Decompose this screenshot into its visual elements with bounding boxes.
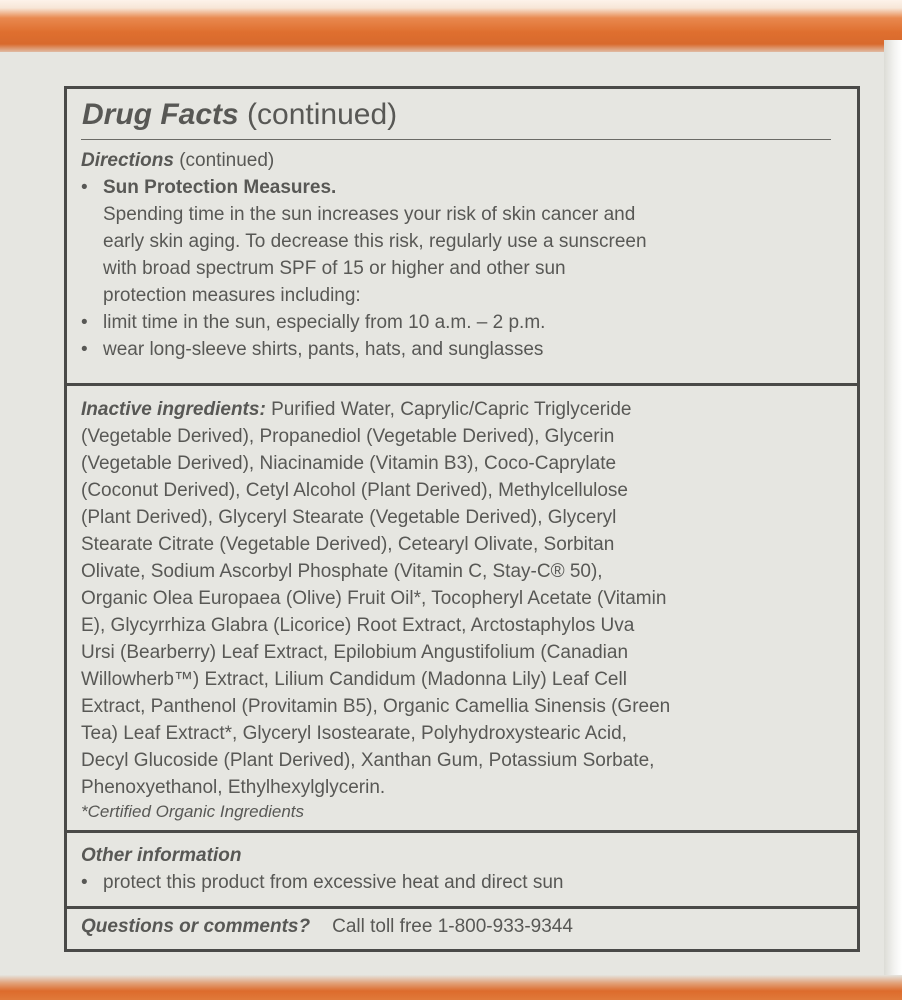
drug-facts-title: Drug Facts (continued) (82, 98, 398, 131)
ingredient-line: Willowherb™) Extract, Lilium Candidum (Madonna Lily) Leaf Cell (81, 669, 627, 690)
ingredient-line: (Vegetable Derived), Niacinamide (Vitamin B3), Coco-Caprylate (81, 453, 617, 474)
other-information-heading: Other information (81, 845, 242, 866)
section-divider (67, 383, 857, 386)
questions-section (81, 913, 847, 940)
drug-facts-box (64, 86, 860, 952)
directions-section (81, 147, 847, 363)
ingredient-line: Organic Olea Europaea (Olive) Fruit Oil*, Tocopheryl Acetate (Vitamin (81, 588, 667, 609)
directions-paragraph-line: with broad spectrum SPF of 15 or higher and other sun (103, 258, 566, 279)
bullet: • (81, 872, 88, 893)
ingredient-line: Decyl Glucoside (Plant Derived), Xanthan Gum, Potassium Sorbate, (81, 750, 655, 771)
bullet: • (81, 177, 88, 198)
ingredient-line: Stearate Citrate (Vegetable Derived), Cetearyl Olivate, Sorbitan (81, 534, 615, 555)
sun-protection-heading: Sun Protection Measures. (103, 177, 337, 198)
organic-footnote: *Certified Organic Ingredients (81, 802, 305, 821)
ingredient-line: Tea) Leaf Extract*, Glyceryl Isostearate, Polyhydroxystearic Acid, (81, 723, 627, 744)
directions-bullet-item: • limit time in the sun, especially from 10 a.m. – 2 p.m. (81, 309, 847, 336)
directions-paragraph-line: protection measures including: (103, 285, 361, 306)
title-divider (81, 139, 831, 140)
ingredient-line: Extract, Panthenol (Provitamin B5), Organic Camellia Sinensis (Green (81, 696, 671, 717)
section-divider (67, 906, 857, 909)
ingredient-line: Phenoxyethanol, Ethylhexylglycerin. (81, 777, 386, 798)
ingredient-line: Olivate, Sodium Ascorbyl Phosphate (Vitamin C, Stay-C® 50), (81, 561, 603, 582)
other-information-bullet: • protect this product from excessive heat and direct sun (81, 869, 847, 896)
inactive-ingredients-section (81, 396, 847, 823)
directions-bullet-item: • wear long-sleeve shirts, pants, hats, and sunglasses (81, 336, 847, 363)
section-divider (67, 830, 857, 833)
other-information-section (81, 842, 847, 896)
ingredient-line: (Coconut Derived), Cetyl Alcohol (Plant Derived), Methylcellulose (81, 480, 629, 501)
toll-free-number: Call toll free 1-800-933-9344 (332, 916, 573, 937)
ingredient-line: Ursi (Bearberry) Leaf Extract, Epilobium Angustifolium (Canadian (81, 642, 629, 663)
ingredient-line: Purified Water, Caprylic/Capric Triglyceride (271, 399, 632, 420)
inactive-ingredients-heading: Inactive ingredients: (81, 399, 266, 420)
package-top-edge (0, 0, 902, 60)
questions-heading: Questions or comments? (81, 916, 311, 937)
directions-paragraph-line: Spending time in the sun increases your risk of skin cancer and (103, 204, 636, 225)
ingredient-line: (Plant Derived), Glyceryl Stearate (Vegetable Derived), Glyceryl (81, 507, 617, 528)
directions-paragraph-line: early skin aging. To decrease this risk, regularly use a sunscreen (103, 231, 647, 252)
bullet: • (81, 312, 88, 333)
ingredient-line: E), Glycyrrhiza Glabra (Licorice) Root Extract, Arctostaphylos Uva (81, 615, 635, 636)
package-right-edge (884, 40, 902, 980)
directions-heading-rest: (continued) (179, 150, 275, 171)
bullet: • (81, 339, 88, 360)
directions-heading: Directions (81, 150, 174, 171)
package-bottom-edge (0, 975, 902, 1000)
ingredient-line: (Vegetable Derived), Propanediol (Vegetable Derived), Glycerin (81, 426, 615, 447)
